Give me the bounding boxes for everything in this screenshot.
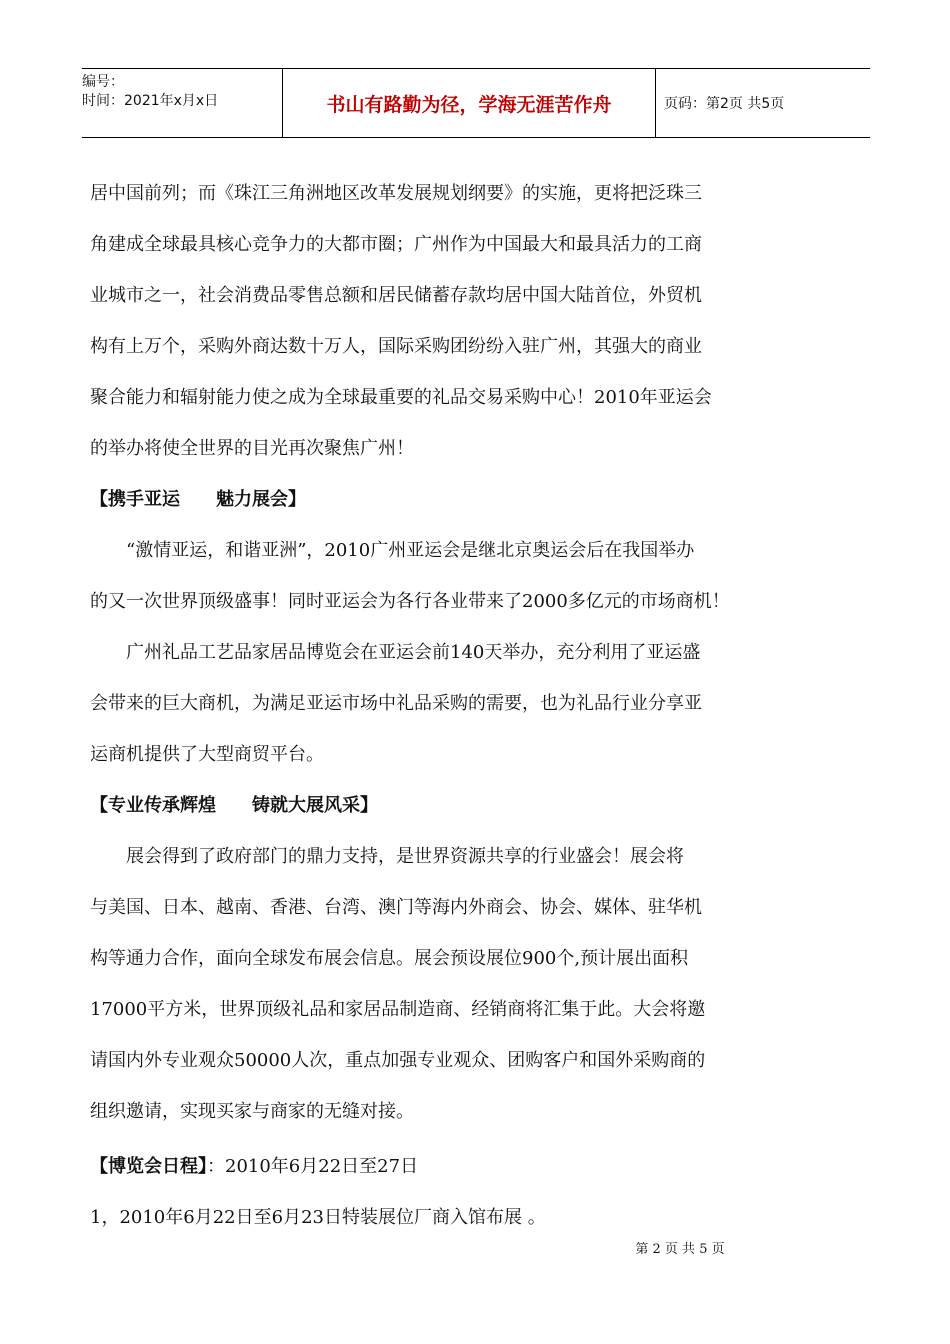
document-body xyxy=(90,168,870,1243)
header-motto: 书山有路勤为径，学海无涯苦作舟 xyxy=(282,69,656,137)
body-line: 聚合能力和辐射能力使之成为全球最重要的礼品交易采购中心！2010年亚运会 xyxy=(90,387,712,408)
body-line: 构有上万个，采购外商达数十万人，国际采购团纷纷入驻广州，其强大的商业 xyxy=(90,336,702,357)
body-line: 的又一次世界顶级盛事！同时亚运会为各行各业带来了2000多亿元的市场商机！ xyxy=(90,591,730,612)
document-date-label: 时间：2021年x月x日 xyxy=(82,93,219,109)
body-line: 会带来的巨大商机，为满足亚运市场中礼品采购的需要，也为礼品行业分享亚 xyxy=(90,693,702,714)
body-line: 的举办将使全世界的目光再次聚焦广州！ xyxy=(90,438,414,459)
body-line: 广州礼品工艺品家居品博览会在亚运会前140天举办，充分利用了亚运盛 xyxy=(126,642,701,663)
body-line: 角建成全球最具核心竞争力的大都市圈；广州作为中国最大和最具活力的工商 xyxy=(90,234,702,255)
body-line: 请国内外专业观众50000人次，重点加强专业观众、团购客户和国外采购商的 xyxy=(90,1050,706,1071)
page-header xyxy=(82,68,870,138)
body-line: 运商机提供了大型商贸平台。 xyxy=(90,744,324,765)
body-line: 1，2010年6月22日至6月23日特装展位厂商入馆布展 。 xyxy=(90,1207,546,1228)
body-line: 居中国前列；而《珠江三角洲地区改革发展规划纲要》的实施，更将把泛珠三 xyxy=(90,183,702,204)
body-line: 业城市之一，社会消费品零售总额和居民储蓄存款均居中国大陆首位，外贸机 xyxy=(90,285,702,306)
page-footer: 第 2 页 共 5 页 xyxy=(635,1242,725,1257)
body-line: 构等通力合作，面向全球发布展会信息。展会预设展位900个,预计展出面积 xyxy=(90,948,689,969)
header-page-number: 页码：第2页 共5页 xyxy=(664,96,785,112)
schedule-line xyxy=(90,1141,870,1192)
schedule-dates: ：2010年6月22日至27日 xyxy=(207,1156,419,1177)
body-line: 组织邀请，实现买家与商家的无缝对接。 xyxy=(90,1101,414,1122)
section-heading-schedule: 【博览会日程】 xyxy=(90,1156,207,1177)
section-heading-asian-games: 【携手亚运 魅力展会】 xyxy=(90,489,306,510)
body-line: 与美国、日本、越南、香港、台湾、澳门等海内外商会、协会、媒体、驻华机 xyxy=(90,897,702,918)
header-meta xyxy=(82,69,282,137)
document-number-label: 编号： xyxy=(82,74,124,90)
body-line: “激情亚运，和谐亚洲”，2010广州亚运会是继北京奥运会后在我国举办 xyxy=(126,540,695,561)
body-line: 17000平方米，世界顶级礼品和家居品制造商、经销商将汇集于此。大会将邀 xyxy=(90,999,706,1020)
body-line: 展会得到了政府部门的鼎力支持，是世界资源共享的行业盛会！展会将 xyxy=(126,846,684,867)
section-heading-exhibition: 【专业传承辉煌 铸就大展风采】 xyxy=(90,795,378,816)
